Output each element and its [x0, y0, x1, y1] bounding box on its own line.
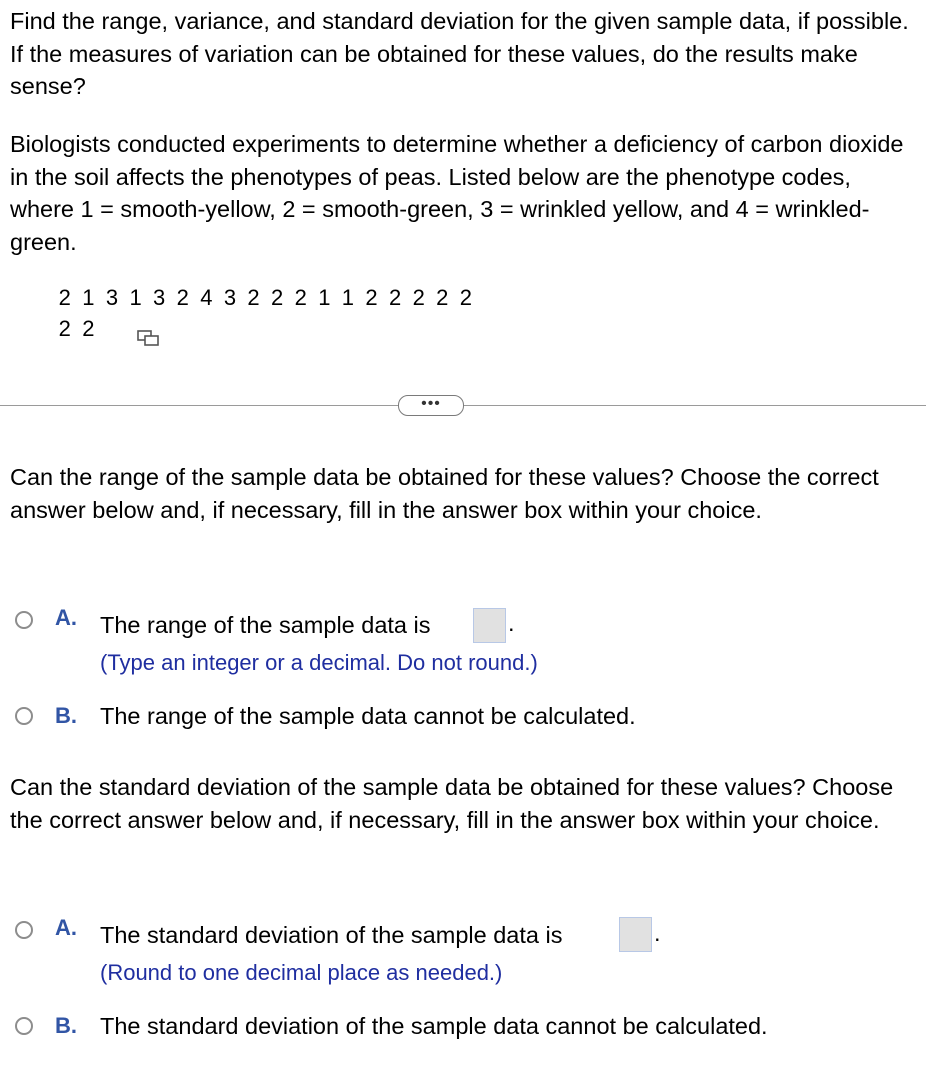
stddev-option-a-hint: (Round to one decimal place as needed.) — [100, 960, 503, 985]
radio-range-option-a[interactable] — [15, 611, 33, 629]
option-letter: A. — [55, 915, 77, 940]
data-value: 2 — [294, 285, 307, 310]
context-text: Biologists conducted experiments to determine whether a deficiency of carbon dioxide in the soil affects the phenotypes of peas. Listed below are the phenotype codes, where 1 = smooth-yellow, 2 = smooth-green, 3 = wrinkled yellow, and 4 = wrinkled-green. — [10, 131, 904, 255]
data-value: 3 — [105, 285, 119, 310]
data-value: 2 — [436, 285, 449, 310]
data-value: 2 — [176, 285, 189, 310]
data-value: 2 — [58, 285, 71, 310]
stddev-answer-input[interactable] — [619, 917, 652, 952]
data-value: 2 — [388, 285, 402, 310]
range-answer-input[interactable] — [473, 608, 506, 643]
period: . — [508, 610, 515, 636]
copy-data-icon[interactable] — [137, 330, 161, 346]
option-letter: B. — [55, 1013, 77, 1038]
data-value: 1 — [341, 285, 355, 310]
data-value: 3 — [223, 285, 237, 310]
stddev-option-a-text: The standard deviation of the sample data is — [100, 922, 563, 948]
data-value: 1 — [318, 285, 331, 310]
data-value: 2 — [412, 285, 425, 310]
data-value: 2 — [365, 285, 378, 310]
radio-range-option-b[interactable] — [15, 707, 33, 725]
question-range-text: Can the range of the sample data be obtained for these values? Choose the correct answer below and, if necessary, fill in the answer box within your choice. — [10, 464, 879, 523]
radio-stddev-option-a[interactable] — [15, 921, 33, 939]
data-value: 3 — [153, 285, 166, 310]
option-letter: A. — [55, 605, 77, 630]
range-option-a-hint: (Type an integer or a decimal. Do not round.) — [100, 650, 538, 675]
range-option-a-text: The range of the sample data is — [100, 612, 431, 638]
data-row-2 — [53, 315, 100, 343]
data-value: 4 — [200, 285, 213, 310]
data-value: 2 — [247, 285, 260, 310]
data-value: 2 — [82, 316, 95, 341]
data-value: 1 — [82, 285, 95, 310]
data-value: 1 — [129, 285, 142, 310]
range-option-b-text: The range of the sample data cannot be calculated. — [100, 703, 636, 729]
period: . — [654, 920, 661, 946]
option-letter: B. — [55, 703, 77, 728]
question-stddev-text: Can the standard deviation of the sample data be obtained for these values? Choose the correct answer below and, if necessary, fill in the answer box within your choice. — [10, 774, 894, 833]
more-button[interactable]: ••• — [398, 395, 464, 416]
instructions-text: Find the range, variance, and standard deviation for the given sample data, if possible. If the measures of variation can be obtained for these values, do the results make sense? — [10, 8, 909, 99]
stddev-option-b-text: The standard deviation of the sample data cannot be calculated. — [100, 1013, 768, 1039]
data-row-1 — [53, 284, 478, 312]
data-value: 2 — [58, 316, 71, 341]
radio-stddev-option-b[interactable] — [15, 1017, 33, 1035]
data-value: 2 — [271, 285, 284, 310]
data-value: 2 — [459, 285, 473, 310]
